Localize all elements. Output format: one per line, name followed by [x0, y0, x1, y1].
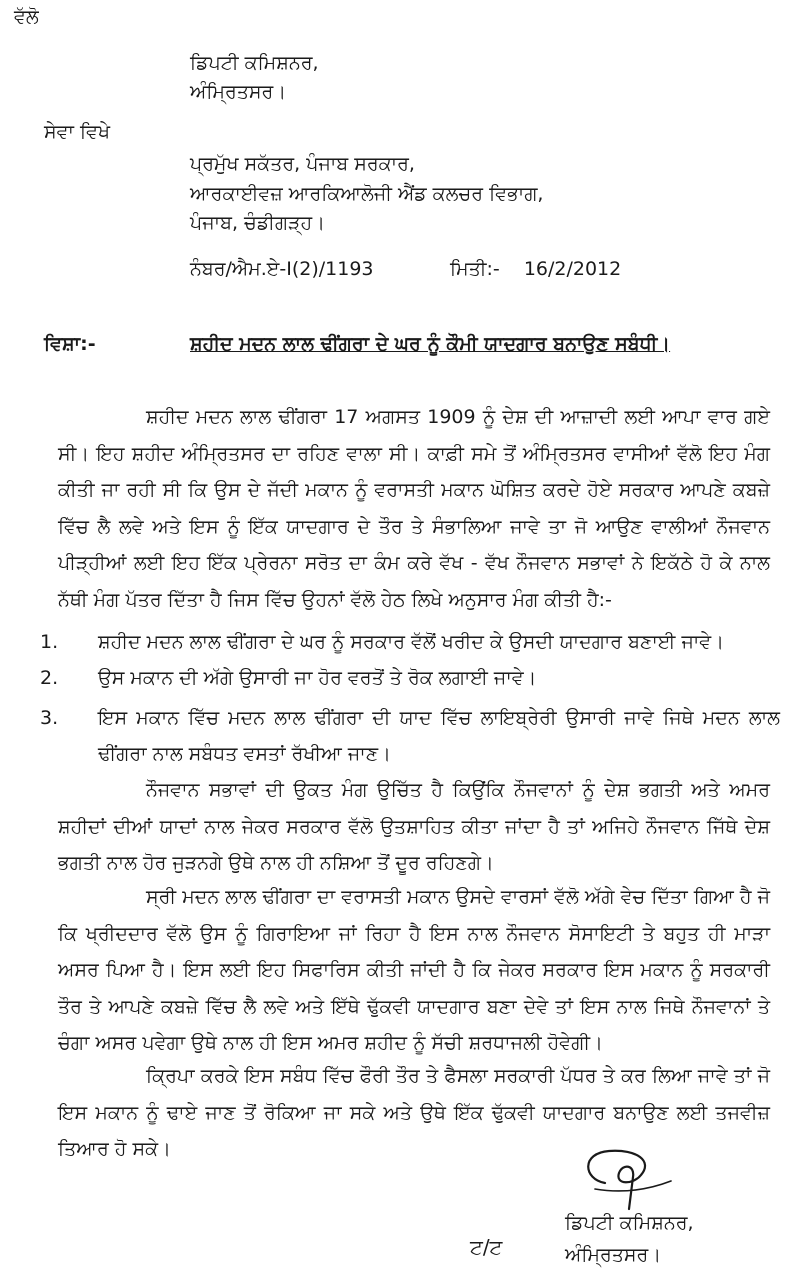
number-value: ਐਮ.ਏ-I(2)/1193	[231, 258, 374, 280]
signature-image	[575, 1145, 685, 1215]
signature-place: ਅੰਮ੍ਰਿਤਸਰ।	[565, 1244, 662, 1266]
to-label: ਸੇਵਾ ਵਿਖੇ	[44, 121, 111, 143]
body-paragraph-3: ਸ੍ਰੀ ਮਦਨ ਲਾਲ ਢੀਂਗਰਾ ਦਾ ਵਰਾਸਤੀ ਮਕਾਨ ਉਸਦੇ ਵਾਰਸਾਂ ਵੱਲੋ ਅੱਗੇ ਵੇਚ ਦਿੱਤਾ ਗਿਆ ਹੈ ਜੋ ਕਿ ਖ੍ਰੀਦਦਾਰ ਵੱਲੋ ਉਸ ਨੂੰ ਗਿਰਾਇਆ ਜਾਂ ਰਿਹਾ ਹੈ ਇਸ ਨਾਲ ਨੌਜਵਾਨ ਸੋਸਾਇਟੀ ਤੇ ਬਹੁਤ ਹੀ ਮਾੜਾ ਅਸਰ ਪਿਆ ਹੈ। ਇਸ ਲਈ ਇਹ ਸਿਫਾਰਿਸ ਕੀਤੀ ਜਾਂਦੀ ਹੈ ਕਿ ਜੇਕਰ ਸਰਕਾਰ ਇਸ ਮਕਾਨ ਨੂੰ ਸਰਕਾਰੀ ਤੌਰ ਤੇ ਆਪਣੇ ਕਬਜ਼ੇ ਵਿੱਚ ਲੈ ਲਵੇ ਅਤੇ ਇੱਥੇ ਢੁੱਕਵੀ ਯਾਦਗਾਰ ਬਣਾ ਦੇਵੇ ਤਾਂ ਇਸ ਨਾਲ ਜਿਥੇ ਨੌਜਵਾਨਾਂ ਤੇ ਚੰਗਾ ਅਸਰ ਪਵੇਗਾ ਉਥੇ ਨਾਲ ਹੀ ਇਸ ਅਮਰ ਸ਼ਹੀਦ ਨੂੰ ਸੱਚੀ ਸ਼ਰਧਾਜਲੀ ਹੋਵੇਗੀ।	[58, 886, 770, 1054]
list-item-text: ਉਸ ਮਕਾਨ ਦੀ ਅੱਗੇ ਉਸਾਰੀ ਜਾ ਹੋਰ ਵਰਤੋਂ ਤੇ ਰੋਕ ਲਗਾਈ ਜਾਵੇ।	[98, 667, 537, 689]
list-item-text: ਸ਼ਹੀਦ ਮਦਨ ਲਾਲ ਢੀਂਗਰਾ ਦੇ ਘਰ ਨੂੰ ਸਰਕਾਰ ਵੱਲੋਂ ਖਰੀਦ ਕੇ ਉਸਦੀ ਯਾਦਗਾਰ ਬਣਾਈ ਜਾਵੇ।	[98, 631, 724, 653]
date-label: ਮਿਤੀ:-	[450, 258, 500, 280]
reference-line	[190, 258, 374, 281]
handwritten-mark: ਟ/ਟ	[470, 1235, 503, 1259]
body-paragraph-4: ਕ੍ਰਿਪਾ ਕਰਕੇ ਇਸ ਸਬੰਧ ਵਿੱਚ ਫੌਰੀ ਤੌਰ ਤੇ ਫੈਸਲਾ ਸਰਕਾਰੀ ਪੱਧਰ ਤੇ ਕਰ ਲਿਆ ਜਾਵੇ ਤਾਂ ਜੋ ਇਸ ਮਕਾਨ ਨੂੰ ਢਾਏ ਜਾਣ ਤੋਂ ਰੋਕਿਆ ਜਾ ਸਕੇ ਅਤੇ ਉਥੇ ਇੱਕ ਢੁੱਕਵੀ ਯਾਦਗਾਰ ਬਨਾਉਣ ਲਈ ਤਜਵੀਜ਼ ਤਿਆਰ ਹੋ ਸਕੇ।	[58, 1065, 770, 1160]
signature-title: ਡਿਪਟੀ ਕਮਿਸ਼ਨਰ,	[565, 1212, 694, 1234]
list-item-number: 2.	[40, 667, 59, 689]
from-place: ਅੰਮ੍ਰਿਤਸਰ।	[190, 81, 287, 103]
to-line-1: ਪ੍ਰਮੁੱਖ ਸਕੱਤਰ, ਪੰਜਾਬ ਸਰਕਾਰ,	[190, 153, 415, 175]
number-label: ਨੰਬਰ/	[190, 258, 232, 280]
to-line-3: ਪੰਜਾਬ, ਚੰਡੀਗੜ੍ਹ।	[190, 212, 326, 234]
body-paragraph-2: ਨੌਜਵਾਨ ਸਭਾਵਾਂ ਦੀ ਉਕਤ ਮੰਗ ਉਚਿੱਤ ਹੈ ਕਿਉਂਕਿ ਨੌਜਵਾਨਾਂ ਨੂੰ ਦੇਸ਼ ਭਗਤੀ ਅਤੇ ਅਮਰ ਸ਼ਹੀਦਾਂ ਦੀਆਂ ਯਾਦਾਂ ਨਾਲ ਜੇਕਰ ਸਰਕਾਰ ਵੱਲੋ ਉਤਸ਼ਾਹਿਤ ਕੀਤਾ ਜਾਂਦਾ ਹੈ ਤਾਂ ਅਜਿਹੇ ਨੌਜਵਾਨ ਜਿੱਥੇ ਦੇਸ਼ ਭਗਤੀ ਨਾਲ ਹੋਰ ਜੁੜਨਗੇ ਉਥੇ ਨਾਲ ਹੀ ਨਸ਼ਿਆ ਤੋਂ ਦੂਰ ਰਹਿਣਗੇ।	[58, 779, 770, 874]
list-item-number: 1.	[40, 631, 59, 653]
list-item-text: ਇਸ ਮਕਾਨ ਵਿੱਚ ਮਦਨ ਲਾਲ ਢੀਂਗਰਾ ਦੀ ਯਾਦ ਵਿੱਚ ਲਾਇਬ੍ਰੇਰੀ ਉਸਾਰੀ ਜਾਵੇ ਜਿਥੇ ਮਦਨ ਲਾਲ ਢੀਂਗਰਾ ਨਾਲ ਸਬੰਧਤ ਵਸਤਾਂ ਰੱਖੀਆ ਜਾਣ।	[98, 707, 780, 765]
subject-text: ਸ਼ਹੀਦ ਮਦਨ ਲਾਲ ਢੀਂਗਰਾ ਦੇ ਘਰ ਨੂੰ ਕੌਮੀ ਯਾਦਗਾਰ ਬਨਾਉਣ ਸਬੰਧੀ।	[190, 333, 671, 355]
date-value: 16/2/2012	[523, 258, 622, 280]
body-paragraph-1: ਸ਼ਹੀਦ ਮਦਨ ਲਾਲ ਢੀਂਗਰਾ 17 ਅਗਸਤ 1909 ਨੂੰ ਦੇਸ਼ ਦੀ ਆਜ਼ਾਦੀ ਲਈ ਆਪਾ ਵਾਰ ਗਏ ਸੀ। ਇਹ ਸ਼ਹੀਦ ਅੰਮ੍ਰਿਤਸਰ ਦਾ ਰਹਿਣ ਵਾਲਾ ਸੀ। ਕਾਫ਼ੀ ਸਮੇ ਤੋਂ ਅੰਮ੍ਰਿਤਸਰ ਵਾਸੀਆਂ ਵੱਲੋ ਇਹ ਮੰਗ ਕੀਤੀ ਜਾ ਰਹੀ ਸੀ ਕਿ ਉਸ ਦੇ ਜੱਦੀ ਮਕਾਨ ਨੂੰ ਵਰਾਸਤੀ ਮਕਾਨ ਘੋਸ਼ਿਤ ਕਰਦੇ ਹੋਏ ਸਰਕਾਰ ਆਪਣੇ ਕਬਜ਼ੇ ਵਿੱਚ ਲੈ ਲਵੇ ਅਤੇ ਇਸ ਨੂੰ ਇੱਕ ਯਾਦਗਾਰ ਦੇ ਤੌਰ ਤੇ ਸੰਭਾਲਿਆ ਜਾਵੇ ਤਾ ਜੋ ਆਉਣ ਵਾਲੀਆਂ ਨੌਜਵਾਨ ਪੀੜ੍ਹੀਆਂ ਲਈ ਇਹ ਇੱਕ ਪ੍ਰੇਰਨਾ ਸਰੋਤ ਦਾ ਕੰਮ ਕਰੇ ਵੱਖ - ਵੱਖ ਨੌਜਵਾਨ ਸਭਾਵਾਂ ਨੇ ਇਕੱਠੇ ਹੋ ਕੇ ਨਾਲ ਨੱਥੀ ਮੰਗ ਪੱਤਰ ਦਿੱਤਾ ਹੈ ਜਿਸ ਵਿੱਚ ਉਹਨਾਂ ਵੱਲੋ ਹੇਠ ਲਿਖੇ ਅਨੁਸਾਰ ਮੰਗ ਕੀਤੀ ਹੈ:-	[58, 406, 770, 611]
to-line-2: ਆਰਕਾਈਵਜ਼ ਆਰਕਿਆਲੋਜੀ ਐਂਡ ਕਲਚਰ ਵਿਭਾਗ,	[190, 183, 544, 205]
date-line	[450, 258, 621, 281]
subject-label: ਵਿਸ਼ਾ:-	[44, 333, 96, 355]
from-label: ਵੱਲੋ	[14, 6, 39, 28]
from-title: ਡਿਪਟੀ ਕਮਿਸ਼ਨਰ,	[190, 52, 319, 74]
list-item-number: 3.	[40, 707, 59, 729]
